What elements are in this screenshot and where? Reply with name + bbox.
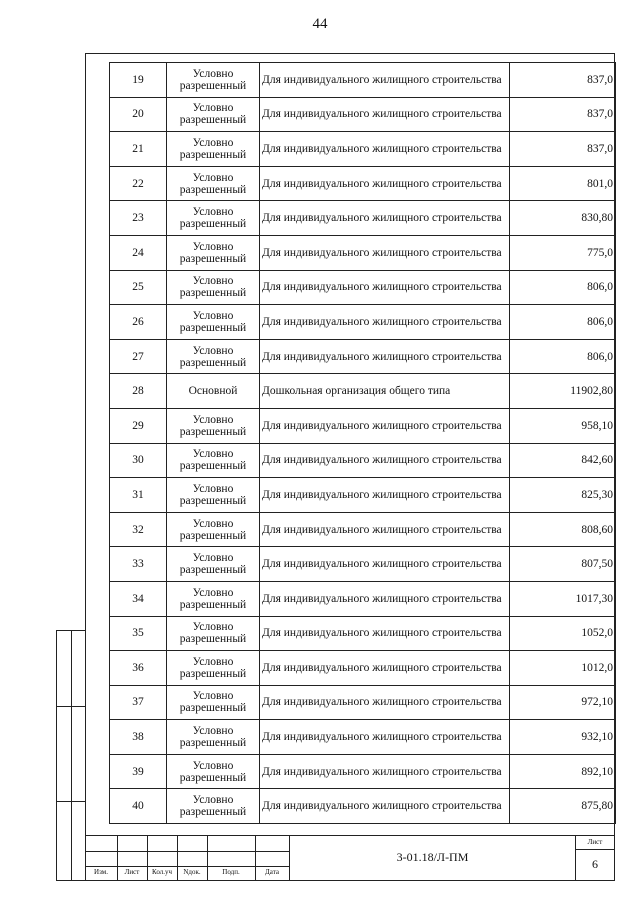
table-row: [110, 201, 616, 236]
table-row: [110, 339, 616, 374]
table-row: [110, 97, 616, 132]
row-number: 33: [110, 547, 167, 582]
permitted-use-purpose: Для индивидуального жилищного строительства: [260, 305, 510, 340]
permitted-use-purpose: Для индивидуального жилищного строительства: [260, 339, 510, 374]
plot-area: 932,10: [510, 720, 616, 755]
table-row: [110, 581, 616, 616]
permitted-use-purpose: Для индивидуального жилищного строительства: [260, 443, 510, 478]
plot-area: 1052,0: [510, 616, 616, 651]
table-row: [110, 443, 616, 478]
table-row: [110, 720, 616, 755]
plot-area: 830,80: [510, 201, 616, 236]
permitted-use-type: Условно разрешенный: [167, 789, 260, 824]
table-row: [110, 685, 616, 720]
permitted-use-purpose: Для индивидуального жилищного строительства: [260, 754, 510, 789]
plot-area: 775,0: [510, 235, 616, 270]
row-number: 34: [110, 581, 167, 616]
table-row: [110, 270, 616, 305]
permitted-use-purpose: Для индивидуального жилищного строительства: [260, 132, 510, 167]
plot-area: 806,0: [510, 305, 616, 340]
plot-area: 972,10: [510, 685, 616, 720]
permitted-use-purpose: Для индивидуального жилищного строительства: [260, 581, 510, 616]
permitted-use-type: Условно разрешенный: [167, 132, 260, 167]
permitted-use-type: Условно разрешенный: [167, 512, 260, 547]
row-number: 20: [110, 97, 167, 132]
row-number: 35: [110, 616, 167, 651]
land-plots-table: [109, 62, 616, 824]
table-row: [110, 63, 616, 98]
title-label-ndok: Nдок.: [183, 868, 201, 876]
permitted-use-type: Условно разрешенный: [167, 443, 260, 478]
table-row: [110, 512, 616, 547]
row-number: 23: [110, 201, 167, 236]
row-number: 31: [110, 478, 167, 513]
permitted-use-type: Условно разрешенный: [167, 339, 260, 374]
permitted-use-type: Условно разрешенный: [167, 685, 260, 720]
permitted-use-type: Условно разрешенный: [167, 616, 260, 651]
table-row: [110, 305, 616, 340]
permitted-use-type: Условно разрешенный: [167, 651, 260, 686]
document-code: 3-01.18/Л-ПМ: [396, 850, 469, 864]
row-number: 26: [110, 305, 167, 340]
title-label-izm: Изм.: [94, 868, 108, 876]
plot-area: 1012,0: [510, 651, 616, 686]
row-number: 36: [110, 651, 167, 686]
plot-area: 825,30: [510, 478, 616, 513]
plot-area: 875,80: [510, 789, 616, 824]
permitted-use-type: Условно разрешенный: [167, 63, 260, 98]
permitted-use-type: Условно разрешенный: [167, 547, 260, 582]
table-row: [110, 754, 616, 789]
title-block: [85, 835, 615, 881]
permitted-use-type: Условно разрешенный: [167, 235, 260, 270]
table-row: [110, 235, 616, 270]
table-row: [110, 789, 616, 824]
row-number: 39: [110, 754, 167, 789]
permitted-use-purpose: Для индивидуального жилищного строительства: [260, 789, 510, 824]
table-row: [110, 132, 616, 167]
permitted-use-type: Условно разрешенный: [167, 408, 260, 443]
permitted-use-type: Условно разрешенный: [167, 720, 260, 755]
table-row: [110, 408, 616, 443]
plot-area: 806,0: [510, 270, 616, 305]
plot-area: 801,0: [510, 166, 616, 201]
row-number: 29: [110, 408, 167, 443]
permitted-use-purpose: Для индивидуального жилищного строительства: [260, 235, 510, 270]
plot-area: 837,0: [510, 97, 616, 132]
row-number: 28: [110, 374, 167, 409]
permitted-use-purpose: Для индивидуального жилищного строительства: [260, 201, 510, 236]
table-body: [110, 63, 616, 824]
permitted-use-type: Условно разрешенный: [167, 270, 260, 305]
page-number: 44: [312, 16, 328, 32]
row-number: 27: [110, 339, 167, 374]
plot-area: 837,0: [510, 132, 616, 167]
row-number: 32: [110, 512, 167, 547]
row-number: 38: [110, 720, 167, 755]
permitted-use-purpose: Для индивидуального жилищного строительства: [260, 512, 510, 547]
table-row: [110, 547, 616, 582]
permitted-use-purpose: Для индивидуального жилищного строительства: [260, 547, 510, 582]
permitted-use-type: Основной: [167, 374, 260, 409]
permitted-use-type: Условно разрешенный: [167, 97, 260, 132]
permitted-use-type: Условно разрешенный: [167, 305, 260, 340]
plot-area: 807,50: [510, 547, 616, 582]
table-row: [110, 166, 616, 201]
permitted-use-purpose: Для индивидуального жилищного строительства: [260, 97, 510, 132]
permitted-use-purpose: Для индивидуального жилищного строительства: [260, 408, 510, 443]
row-number: 22: [110, 166, 167, 201]
row-number: 30: [110, 443, 167, 478]
permitted-use-type: Условно разрешенный: [167, 478, 260, 513]
permitted-use-purpose: Для индивидуального жилищного строительства: [260, 270, 510, 305]
permitted-use-type: Условно разрешенный: [167, 201, 260, 236]
row-number: 19: [110, 63, 167, 98]
permitted-use-type: Условно разрешенный: [167, 581, 260, 616]
row-number: 24: [110, 235, 167, 270]
sheet-number: 6: [592, 857, 598, 871]
sheet-label: Лист: [587, 838, 603, 846]
permitted-use-purpose: Для индивидуального жилищного строительства: [260, 616, 510, 651]
permitted-use-purpose: Для индивидуального жилищного строительства: [260, 478, 510, 513]
row-number: 40: [110, 789, 167, 824]
plot-area: 837,0: [510, 63, 616, 98]
plot-area: 958,10: [510, 408, 616, 443]
plot-area: 808,60: [510, 512, 616, 547]
plot-area: 11902,80: [510, 374, 616, 409]
permitted-use-purpose: Для индивидуального жилищного строительства: [260, 720, 510, 755]
permitted-use-purpose: Дошкольная организация общего типа: [260, 374, 510, 409]
plot-area: 806,0: [510, 339, 616, 374]
title-label-data: Дата: [265, 868, 279, 876]
title-label-list: Лист: [124, 868, 140, 876]
table-row: [110, 651, 616, 686]
permitted-use-purpose: Для индивидуального жилищного строительства: [260, 651, 510, 686]
table-row: [110, 616, 616, 651]
permitted-use-purpose: Для индивидуального жилищного строительства: [260, 166, 510, 201]
permitted-use-type: Условно разрешенный: [167, 166, 260, 201]
plot-area: 842,60: [510, 443, 616, 478]
permitted-use-purpose: Для индивидуального жилищного строительства: [260, 63, 510, 98]
binding-strip: [56, 630, 85, 881]
row-number: 25: [110, 270, 167, 305]
permitted-use-type: Условно разрешенный: [167, 754, 260, 789]
table-row: [110, 374, 616, 409]
plot-area: 1017,30: [510, 581, 616, 616]
permitted-use-purpose: Для индивидуального жилищного строительства: [260, 685, 510, 720]
plot-area: 892,10: [510, 754, 616, 789]
title-label-podp: Подп.: [222, 868, 240, 876]
title-label-koluch: Кол.уч: [152, 868, 172, 876]
row-number: 21: [110, 132, 167, 167]
table-row: [110, 478, 616, 513]
row-number: 37: [110, 685, 167, 720]
